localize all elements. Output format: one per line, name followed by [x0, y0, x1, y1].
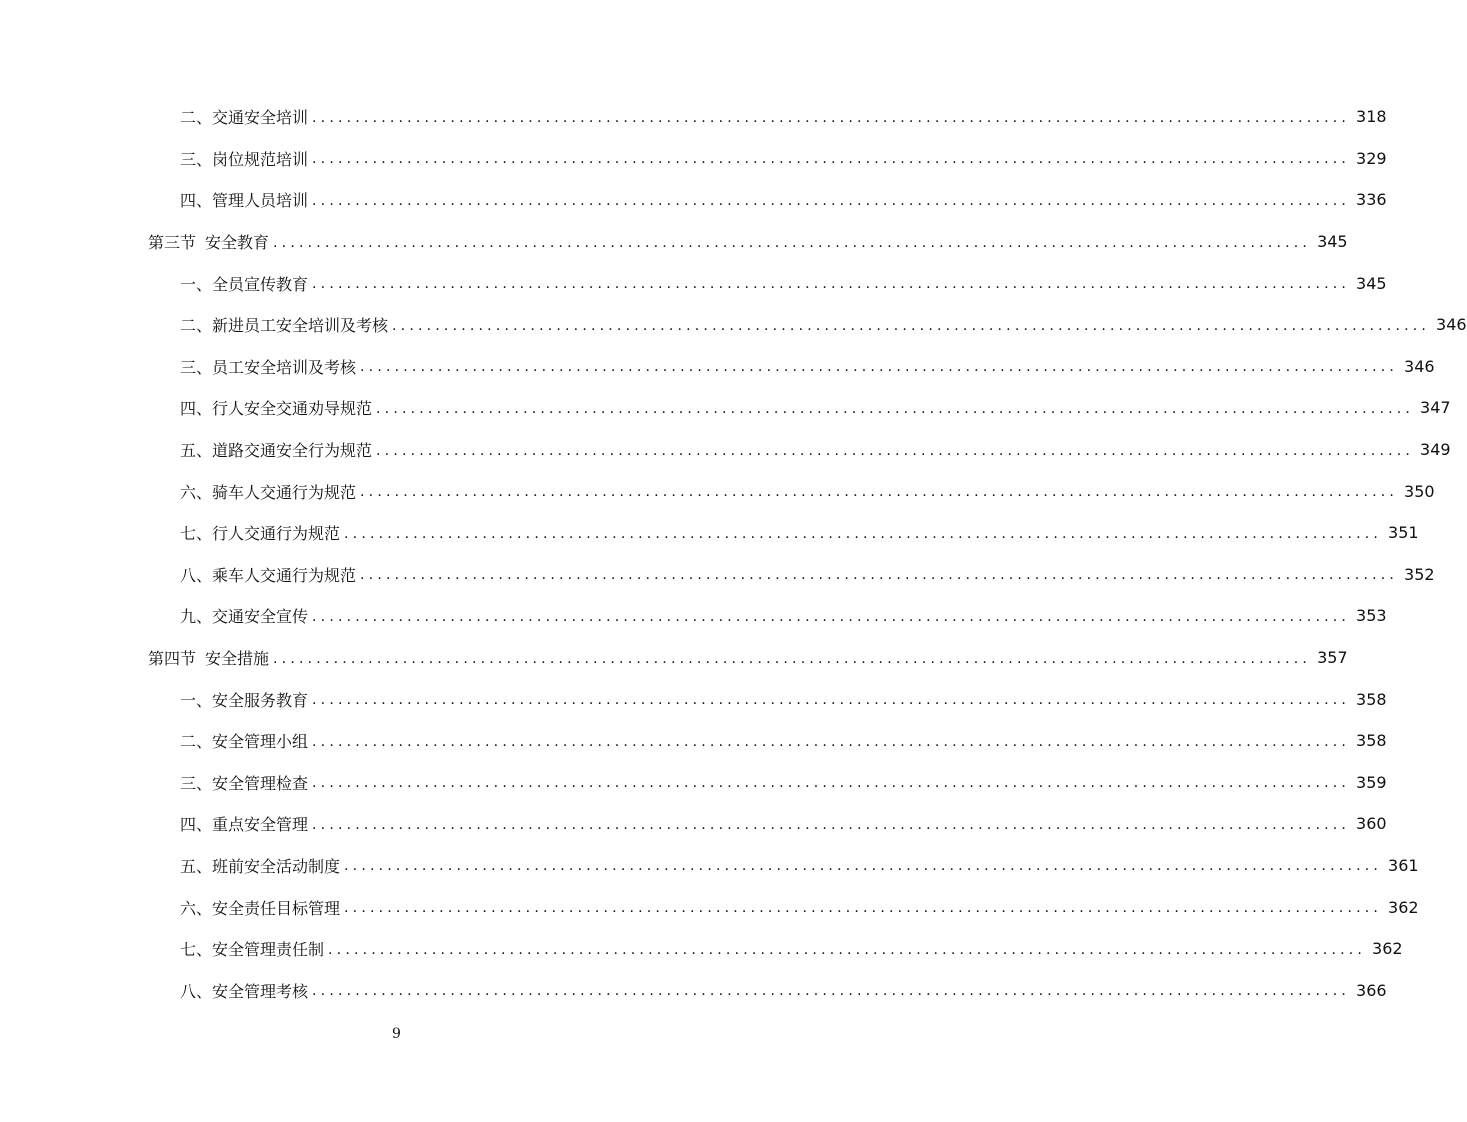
- toc-entry-heading: 四、管理人员培训: [180, 191, 309, 211]
- page-number: 9: [392, 1026, 401, 1042]
- toc-entry[interactable]: [0, 346, 1435, 388]
- toc-entry-heading: 三、安全管理检查: [180, 773, 309, 793]
- toc-entry-title: [180, 563, 356, 586]
- toc-dot-leader: ........................................................................................................................: [312, 109, 1351, 126]
- toc-page-number: 336: [1356, 190, 1387, 210]
- toc-page-number: 359: [1356, 772, 1387, 792]
- toc-entry[interactable]: [0, 886, 1419, 928]
- toc-entry-title: [180, 604, 308, 627]
- toc-entry-heading: 八、安全管理考核: [180, 981, 309, 1001]
- toc-entry-subtitle: 安全教育: [205, 233, 270, 253]
- toc-entry-heading: 四、行人安全交通劝导规范: [180, 399, 373, 419]
- toc-entry[interactable]: [0, 845, 1419, 887]
- toc-entry[interactable]: [0, 678, 1387, 720]
- toc-page-number: 357: [1317, 648, 1348, 668]
- toc-page-number: 360: [1356, 814, 1387, 834]
- toc-entry[interactable]: [0, 262, 1387, 304]
- toc-page-number: 318: [1356, 107, 1387, 127]
- toc-entry[interactable]: [0, 720, 1387, 762]
- toc-dot-leader: ........................................................................................................................: [312, 151, 1351, 168]
- toc-entry[interactable]: [0, 387, 1451, 429]
- toc-entry[interactable]: [0, 928, 1403, 970]
- toc-entry[interactable]: [0, 470, 1435, 512]
- toc-page-number: 346: [1404, 356, 1435, 376]
- toc-entry-heading: 一、安全服务教育: [180, 690, 309, 710]
- toc-entry[interactable]: [0, 969, 1387, 1011]
- toc-entry-title: [180, 313, 388, 336]
- toc-page-number: 353: [1356, 606, 1387, 626]
- toc-entry[interactable]: [0, 179, 1387, 221]
- toc-entry-heading: 第四节: [148, 649, 197, 669]
- toc-entry-heading: 三、员工安全培训及考核: [180, 357, 357, 377]
- toc-entry-heading: 六、骑车人交通行为规范: [180, 482, 357, 502]
- toc-page-number: 362: [1372, 939, 1403, 959]
- toc-dot-leader: ........................................................................................................................: [273, 650, 1312, 667]
- toc-dot-leader: ........................................................................................................................: [344, 525, 1383, 542]
- toc-section-entry[interactable]: [0, 221, 1348, 263]
- toc-page-number: 329: [1356, 148, 1387, 168]
- toc-entry-heading: 七、行人交通行为规范: [180, 524, 341, 544]
- toc-page-number: 351: [1388, 523, 1419, 543]
- toc-page-number: 345: [1356, 273, 1387, 293]
- toc-dot-leader: ........................................................................................................................: [273, 234, 1312, 251]
- toc-entry[interactable]: [0, 304, 1467, 346]
- toc-dot-leader: ........................................................................................................................: [360, 567, 1399, 584]
- toc-entry[interactable]: [0, 595, 1387, 637]
- toc-dot-leader: ........................................................................................................................: [344, 900, 1383, 917]
- toc-page-number: 346: [1436, 315, 1467, 335]
- toc-dot-leader: ........................................................................................................................: [376, 400, 1415, 417]
- toc-entry-title: [180, 812, 308, 835]
- toc-entry[interactable]: [0, 803, 1387, 845]
- toc-dot-leader: ........................................................................................................................: [312, 733, 1351, 750]
- toc-entry-title: [180, 438, 372, 461]
- toc-dot-leader: ........................................................................................................................: [312, 192, 1351, 209]
- table-of-contents: [0, 96, 1467, 1011]
- toc-entry-title: [148, 230, 269, 253]
- toc-entry-title: [180, 937, 324, 960]
- toc-page-number: 358: [1356, 731, 1387, 751]
- toc-entry-title: [180, 979, 308, 1002]
- toc-entry-title: [180, 771, 308, 794]
- toc-entry[interactable]: [0, 762, 1387, 804]
- toc-entry-title: [148, 646, 269, 669]
- toc-entry[interactable]: [0, 512, 1419, 554]
- toc-dot-leader: ........................................................................................................................: [312, 775, 1351, 792]
- toc-dot-leader: ........................................................................................................................: [360, 484, 1399, 501]
- toc-page-number: 352: [1404, 564, 1435, 584]
- toc-page-number: 350: [1404, 481, 1435, 501]
- toc-entry-heading: 五、道路交通安全行为规范: [180, 441, 373, 461]
- toc-entry[interactable]: [0, 429, 1451, 471]
- toc-entry-title: [180, 688, 308, 711]
- toc-entry[interactable]: [0, 554, 1435, 596]
- toc-entry-heading: 二、新进员工安全培训及考核: [180, 316, 389, 336]
- toc-entry-heading: 五、班前安全活动制度: [180, 856, 341, 876]
- toc-dot-leader: ........................................................................................................................: [312, 983, 1351, 1000]
- toc-entry-heading: 六、安全责任目标管理: [180, 898, 341, 918]
- toc-entry-title: [180, 272, 308, 295]
- toc-dot-leader: ........................................................................................................................: [312, 692, 1351, 709]
- toc-entry-heading: 第三节: [148, 233, 197, 253]
- toc-dot-leader: ........................................................................................................................: [312, 608, 1351, 625]
- toc-dot-leader: ........................................................................................................................: [328, 941, 1367, 958]
- toc-entry-title: [180, 480, 356, 503]
- toc-entry-heading: 七、安全管理责任制: [180, 940, 325, 960]
- toc-entry-title: [180, 396, 372, 419]
- toc-page-number: 345: [1317, 232, 1348, 252]
- toc-dot-leader: ........................................................................................................................: [344, 858, 1383, 875]
- toc-page-number: 349: [1420, 440, 1451, 460]
- toc-entry-heading: 八、乘车人交通行为规范: [180, 565, 357, 585]
- toc-entry-title: [180, 355, 356, 378]
- toc-section-entry[interactable]: [0, 637, 1348, 679]
- toc-entry-title: [180, 147, 308, 170]
- toc-dot-leader: ........................................................................................................................: [312, 276, 1351, 293]
- toc-entry-heading: 一、全员宣传教育: [180, 274, 309, 294]
- toc-dot-leader: ........................................................................................................................: [360, 359, 1399, 376]
- toc-entry-heading: 三、岗位规范培训: [180, 149, 309, 169]
- toc-dot-leader: ........................................................................................................................: [376, 442, 1415, 459]
- toc-entry-title: [180, 188, 308, 211]
- toc-entry-subtitle: 安全措施: [205, 649, 270, 669]
- toc-entry[interactable]: [0, 138, 1387, 180]
- toc-page-number: 362: [1388, 897, 1419, 917]
- toc-page-number: 358: [1356, 689, 1387, 709]
- toc-page-number: 366: [1356, 980, 1387, 1000]
- toc-entry-title: [180, 105, 308, 128]
- toc-page-number: 347: [1420, 398, 1451, 418]
- toc-entry-title: [180, 896, 340, 919]
- toc-page-number: 361: [1388, 855, 1419, 875]
- toc-entry-heading: 九、交通安全宣传: [180, 607, 309, 627]
- toc-dot-leader: ........................................................................................................................: [312, 816, 1351, 833]
- toc-entry-title: [180, 854, 340, 877]
- toc-entry-title: [180, 521, 340, 544]
- toc-entry-heading: 四、重点安全管理: [180, 815, 309, 835]
- toc-dot-leader: ........................................................................................................................: [392, 317, 1431, 334]
- toc-entry-heading: 二、交通安全培训: [180, 108, 309, 128]
- toc-entry[interactable]: [0, 96, 1387, 138]
- toc-entry-title: [180, 729, 308, 752]
- toc-entry-heading: 二、安全管理小组: [180, 732, 309, 752]
